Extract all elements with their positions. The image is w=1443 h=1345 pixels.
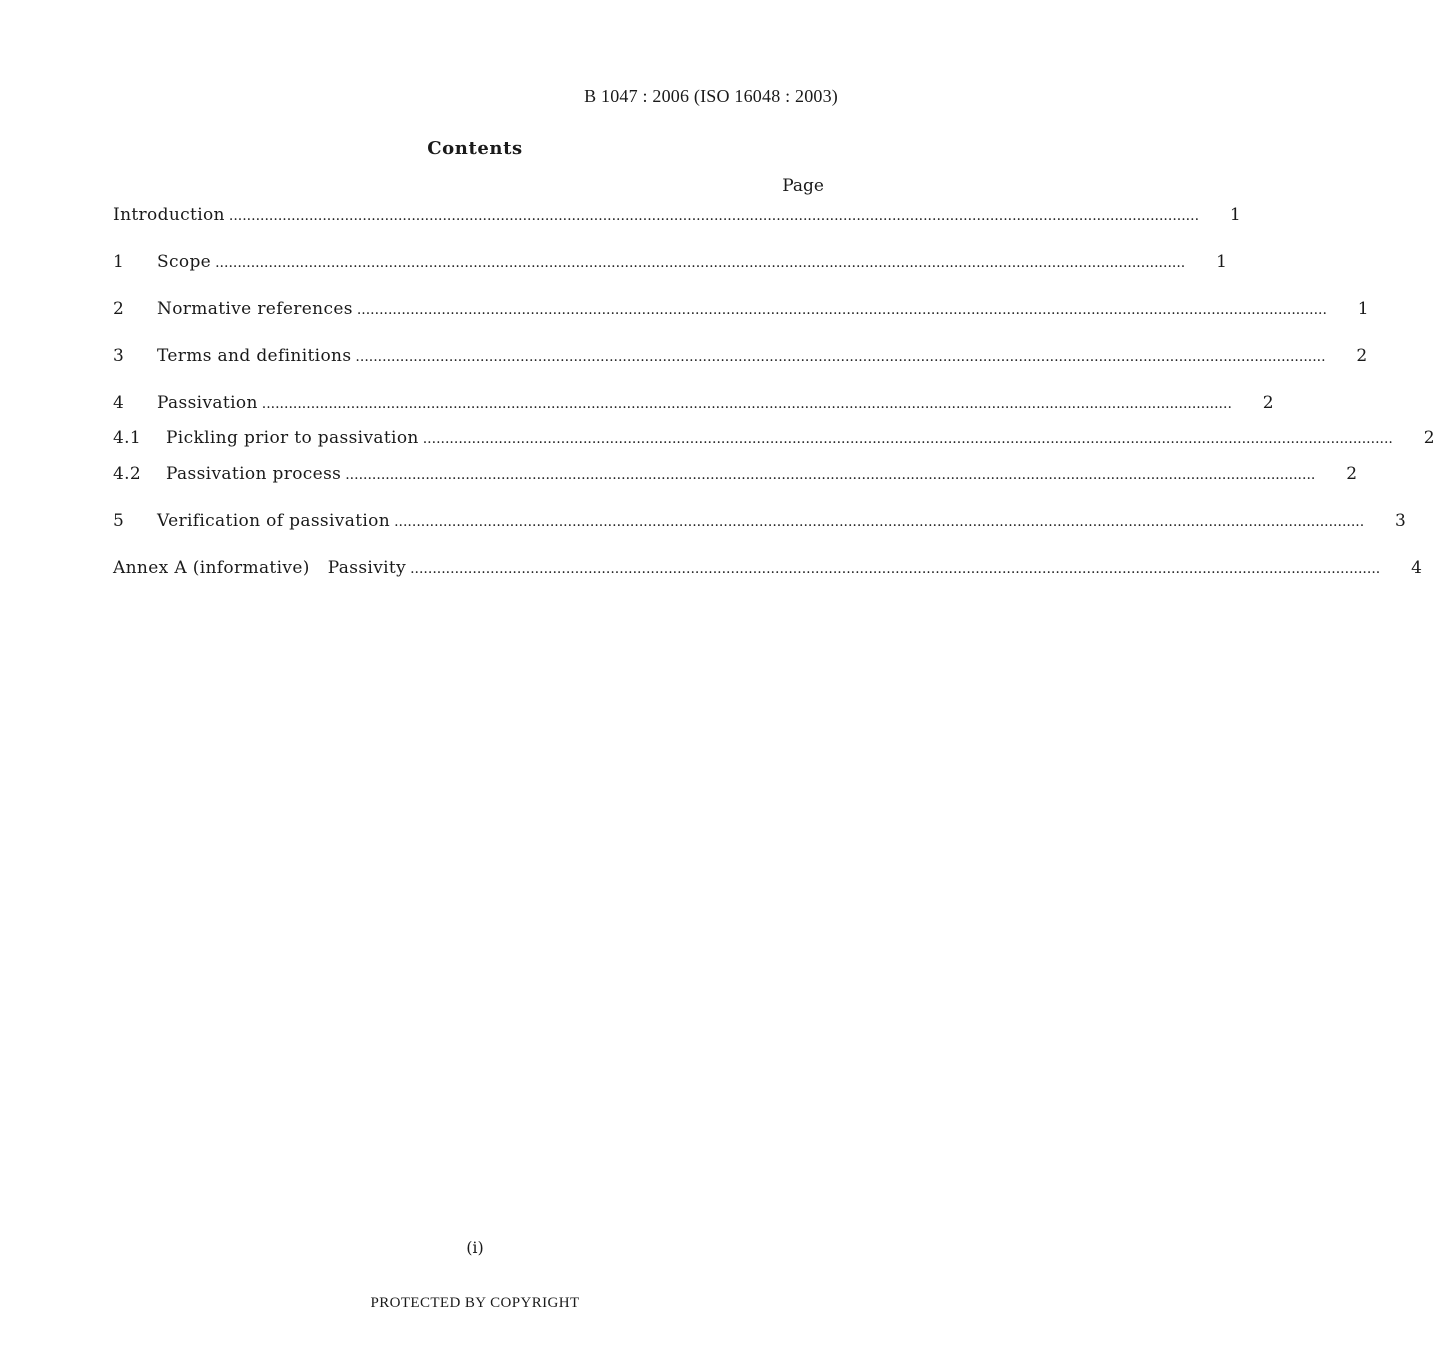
toc-entry-number: 2 [113,299,125,319]
toc-entry-page: 2 [1356,346,1368,366]
toc-entry-annex-a[interactable] [113,558,1423,582]
toc-leader-dots: .......................................................................................................................................................................................................................... [356,302,1327,318]
toc-entry-title: Passivation process [166,464,342,484]
toc-entry-title: Normative references [157,299,353,319]
toc-entry-pickling-prior-to-passivation[interactable] [113,428,1435,452]
contents-heading: Contents [427,138,523,159]
toc-entry-page: 2 [1346,464,1358,484]
copyright-notice: PROTECTED BY COPYRIGHT [370,1295,580,1311]
toc-leader-dots: .......................................................................................................................................................................................................................... [345,467,1316,483]
toc-entry-page: 4 [1411,558,1423,578]
toc-entry-number: 5 [113,511,125,531]
toc-entry-number: 3 [113,346,125,366]
toc-entry-title: Scope [157,252,212,272]
footer-page-number: (i) [466,1238,484,1257]
toc-annex-label: Annex A (informative) [113,558,310,578]
toc-entry-title: Passivity [327,558,407,578]
toc-entry-number: 4.1 [113,428,142,448]
toc-leader-dots: .......................................................................................................................................................................................................................... [228,208,1200,224]
toc-entry-introduction[interactable] [113,205,1242,229]
toc-entry-title: Pickling prior to passivation [166,428,419,448]
toc-leader-dots: .......................................................................................................................................................................................................................... [394,514,1365,530]
table-of-contents [113,0,1435,600]
toc-entry-scope[interactable] [113,252,1228,276]
toc-entry-verification-of-passivation[interactable] [113,511,1407,535]
toc-entry-page: 1 [1229,205,1242,225]
toc-entry-page: 2 [1262,393,1274,413]
document-standard-id: B 1047 : 2006 (ISO 16048 : 2003) [584,86,838,106]
toc-entry-page: 1 [1357,299,1369,319]
toc-entry-title: Verification of passivation [157,511,391,531]
toc-entry-passivation[interactable] [113,393,1274,417]
toc-entry-page: 1 [1216,252,1228,272]
toc-entry-passivation-process[interactable] [113,464,1358,488]
toc-leader-dots: .......................................................................................................................................................................................................................... [422,431,1393,447]
toc-entry-normative-references[interactable] [113,299,1369,323]
toc-leader-dots: .......................................................................................................................................................................................................................... [410,561,1381,577]
toc-entry-title: Passivation [157,393,258,413]
toc-entry-number: 4 [113,393,125,413]
toc-leader-dots: .......................................................................................................................................................................................................................... [355,349,1326,365]
toc-leader-dots: .......................................................................................................................................................................................................................... [261,396,1232,412]
toc-entry-title: Terms and definitions [157,346,352,366]
page-column-label: Page [782,176,824,196]
toc-entry-number: 1 [113,252,125,272]
toc-entry-number: 4.2 [113,464,142,484]
toc-entry-page: 2 [1423,428,1435,448]
toc-entry-page: 3 [1395,511,1407,531]
toc-entry-title: Introduction [113,205,225,225]
toc-entry-terms-and-definitions[interactable] [113,346,1368,370]
toc-leader-dots: .......................................................................................................................................................................................................................... [215,255,1186,271]
